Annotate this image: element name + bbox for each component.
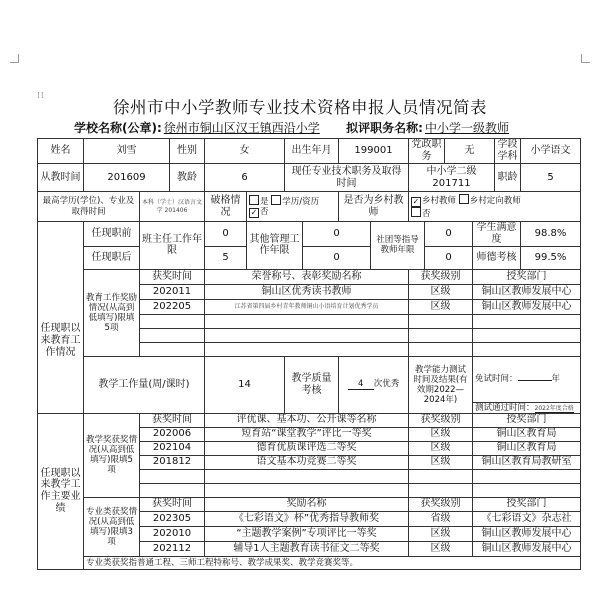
award-name: 语文基本功竞赛二等奖 — [205, 455, 409, 469]
quality-count: 4 — [348, 379, 374, 390]
guide-dept: 《七彩语文》杂志社 — [473, 511, 581, 526]
guide-award-section-label: 专业类获奖情况(从高到低填写)限填3项 — [84, 497, 140, 556]
guide-name: 《七彩语文》杯”优秀指导教师奖 — [205, 511, 409, 526]
guide-col-time: 获奖时间 — [140, 497, 205, 511]
award-time: 201812 — [140, 455, 205, 469]
award-level: 区级 — [409, 441, 473, 455]
break-no-label: 否 — [260, 207, 269, 217]
awards-section-label: 任现职以来教学工作主要业绩 — [38, 413, 84, 569]
honor-level: 区级 — [409, 284, 473, 299]
award-dept: 铜山区教育局教研室 — [473, 455, 581, 469]
teaching-years-value: 6 — [205, 164, 285, 192]
work-start-label: 从教时间 — [38, 164, 84, 192]
honor-col-level: 获奖级别 — [409, 269, 473, 284]
exempt-year-suffix: 年 — [551, 374, 561, 385]
break-label: 破格情况 — [205, 192, 247, 222]
guide-time: 202010 — [140, 526, 205, 541]
teaching-years-label: 教龄 — [170, 164, 205, 192]
mgmt-before: 0 — [303, 222, 371, 247]
guide-time: 202112 — [140, 541, 205, 556]
break-degree-checkbox[interactable] — [271, 195, 281, 205]
quality-label: 教学质量考核 — [285, 356, 339, 413]
head-teacher-before: 0 — [205, 222, 247, 247]
guide-name: 辅导1人主题教育读书征文二等奖 — [205, 541, 409, 556]
rural-label: 是否为乡村教师 — [339, 192, 409, 222]
exempt-label: 免试时间： — [475, 374, 518, 385]
honor-dept: 铜山区教师发展中心 — [473, 299, 581, 314]
rural-options — [409, 192, 581, 222]
birth-value: 199001 — [339, 139, 409, 164]
rural-directed-checkbox[interactable] — [459, 194, 469, 204]
test-value: 2022年度合格 — [534, 404, 574, 412]
mgmt-label: 其他管理工作年限 — [247, 222, 303, 270]
award-level: 区级 — [409, 427, 473, 441]
award-dept: 铜山区教育局 — [473, 427, 581, 441]
school-label: 学校名称(公章): — [74, 121, 162, 135]
break-yes-label: 是 — [260, 196, 269, 207]
awards-footnote: 专业类获奖指普通工程、三师工程特称号、教学成果奖、教学竞赛奖等。 — [84, 556, 581, 569]
club-after: 0 — [425, 246, 473, 269]
break-degree-label: 学历/资历 — [282, 196, 320, 207]
break-yes-checkbox[interactable] — [249, 195, 259, 205]
rank-years-label: 职龄 — [495, 164, 521, 192]
page-corner-mark — [10, 54, 19, 63]
rural-no-label: 否 — [422, 208, 431, 219]
after-post-label: 任现职后 — [84, 246, 140, 269]
honor-name: 铜山区优秀读书教师 — [205, 284, 409, 299]
rural-teacher-label: 乡村教师 — [422, 195, 457, 206]
test-label: 测试通过时间： — [475, 402, 535, 413]
award-dept: 铜山区教育局 — [473, 441, 581, 455]
name-label: 姓名 — [38, 139, 84, 164]
teach-award-section-label: 教学奖获奖情况(从高到低填写)限填5项 — [84, 413, 140, 497]
party-value: 无 — [445, 139, 495, 164]
head-teacher-label: 班主任工作年限 — [140, 222, 205, 270]
honor-col-name: 荣誉称号、表彰奖励名称 — [205, 269, 409, 284]
teaching-section-label: 任现职以来教育工作情况 — [38, 269, 84, 413]
award-level: 区级 — [409, 455, 473, 469]
honor-col-dept: 授奖部门 — [473, 269, 581, 284]
satisfaction-label: 学生满意度 — [473, 222, 521, 247]
party-label: 党政职务 — [409, 139, 445, 164]
ethics-value: 99.5% — [521, 246, 581, 269]
exempt-cell — [473, 356, 581, 402]
break-options — [247, 192, 339, 222]
honor-name: 江苏省第四届乡村青年教师铜山小语培育计划优秀学员 — [205, 299, 409, 314]
current-title-value: 中小学二级 201711 — [409, 164, 495, 192]
award-col-dept: 授奖部门 — [473, 413, 581, 427]
post-label: 拟评职务名称: — [346, 121, 423, 135]
degree-label: 最高学历(学位)、专业及取得时间 — [38, 192, 140, 222]
rural-directed-label: 乡村定向教师 — [469, 195, 521, 206]
guide-col-name: 奖励名称 — [205, 497, 409, 511]
rural-teacher-checkbox[interactable]: ✓ — [412, 196, 420, 206]
award-time: 202006 — [140, 427, 205, 441]
workload-label: 教学工作量(周/课时) — [84, 356, 205, 413]
page-corner-mark — [581, 54, 590, 63]
honor-time: 202205 — [140, 299, 205, 314]
school-value: 徐州市铜山区汉王镇西沿小学 — [163, 121, 320, 135]
before-post-label: 任现职前 — [84, 222, 140, 247]
row4-corner — [38, 222, 84, 270]
test-cell — [473, 402, 581, 413]
mgmt-after: 0 — [303, 246, 371, 269]
ethics-label: 师德考核 — [473, 246, 521, 269]
document-title: 徐州市中小学教师专业技术资格申报人员情况简表 — [113, 98, 487, 117]
honor-col-time: 获奖时间 — [140, 269, 205, 284]
guide-col-level: 获奖级别 — [409, 497, 473, 511]
application-summary-table — [37, 138, 581, 570]
rural-no-checkbox[interactable] — [411, 207, 421, 217]
award-col-level: 获奖级别 — [409, 413, 473, 427]
post-value: 中小学一级教师 — [424, 121, 509, 135]
break-no-checkbox[interactable]: ✓ — [250, 208, 258, 217]
subject-value: 小学语文 — [521, 139, 581, 164]
club-label: 社团等指导教师年限 — [371, 222, 425, 270]
workload-value: 14 — [205, 356, 285, 413]
name-value: 刘雪 — [84, 139, 170, 164]
subject-label: 学段学科 — [495, 139, 521, 164]
birth-label: 出生年月 — [285, 139, 339, 164]
sex-label: 性别 — [170, 139, 205, 164]
guide-name: “主题教学案例”专项评比一等奖 — [205, 526, 409, 541]
honor-time: 202011 — [140, 284, 205, 299]
guide-dept: 铜山区教师发展中心 — [473, 526, 581, 541]
honor-level: 区级 — [409, 299, 473, 314]
quality-suffix: 次优秀 — [373, 379, 400, 390]
ability-label: 教学能力测试时间及结果(有效期2022—2024年) — [409, 356, 473, 413]
guide-level: 区级 — [409, 526, 473, 541]
work-start-value: 201609 — [84, 164, 170, 192]
satisfaction-value: 98.8% — [521, 222, 581, 247]
current-title-label: 现任专业技术职务及取得时间 — [285, 164, 409, 192]
quality-value — [339, 356, 409, 413]
sex-value: 女 — [205, 139, 285, 164]
award-name: 德育优质课评选二等奖 — [205, 441, 409, 455]
form-subheader — [74, 119, 509, 136]
guide-level: 区级 — [409, 541, 473, 556]
honor-section-label: 教育工作奖励情况(从高到低填写)限填5项 — [84, 269, 140, 356]
award-name: 短育站“课堂教学”评比一等奖 — [205, 427, 409, 441]
table-move-handle-icon[interactable]: ⁞⁞ — [37, 91, 45, 101]
award-time: 202104 — [140, 441, 205, 455]
guide-time: 202305 — [140, 511, 205, 526]
guide-col-dept: 授奖部门 — [473, 497, 581, 511]
rank-years-value: 5 — [521, 164, 581, 192]
honor-dept: 铜山区教师发展中心 — [473, 284, 581, 299]
degree-value: 本科（学士）汉语言文学 201406 — [140, 192, 205, 222]
award-col-time: 获奖时间 — [140, 413, 205, 427]
head-teacher-after: 5 — [205, 246, 247, 269]
guide-dept: 铜山区教师发展中心 — [473, 541, 581, 556]
club-before: 0 — [425, 222, 473, 247]
award-col-name: 评优课、基本功、公开课等名称 — [205, 413, 409, 427]
guide-level: 省级 — [409, 511, 473, 526]
